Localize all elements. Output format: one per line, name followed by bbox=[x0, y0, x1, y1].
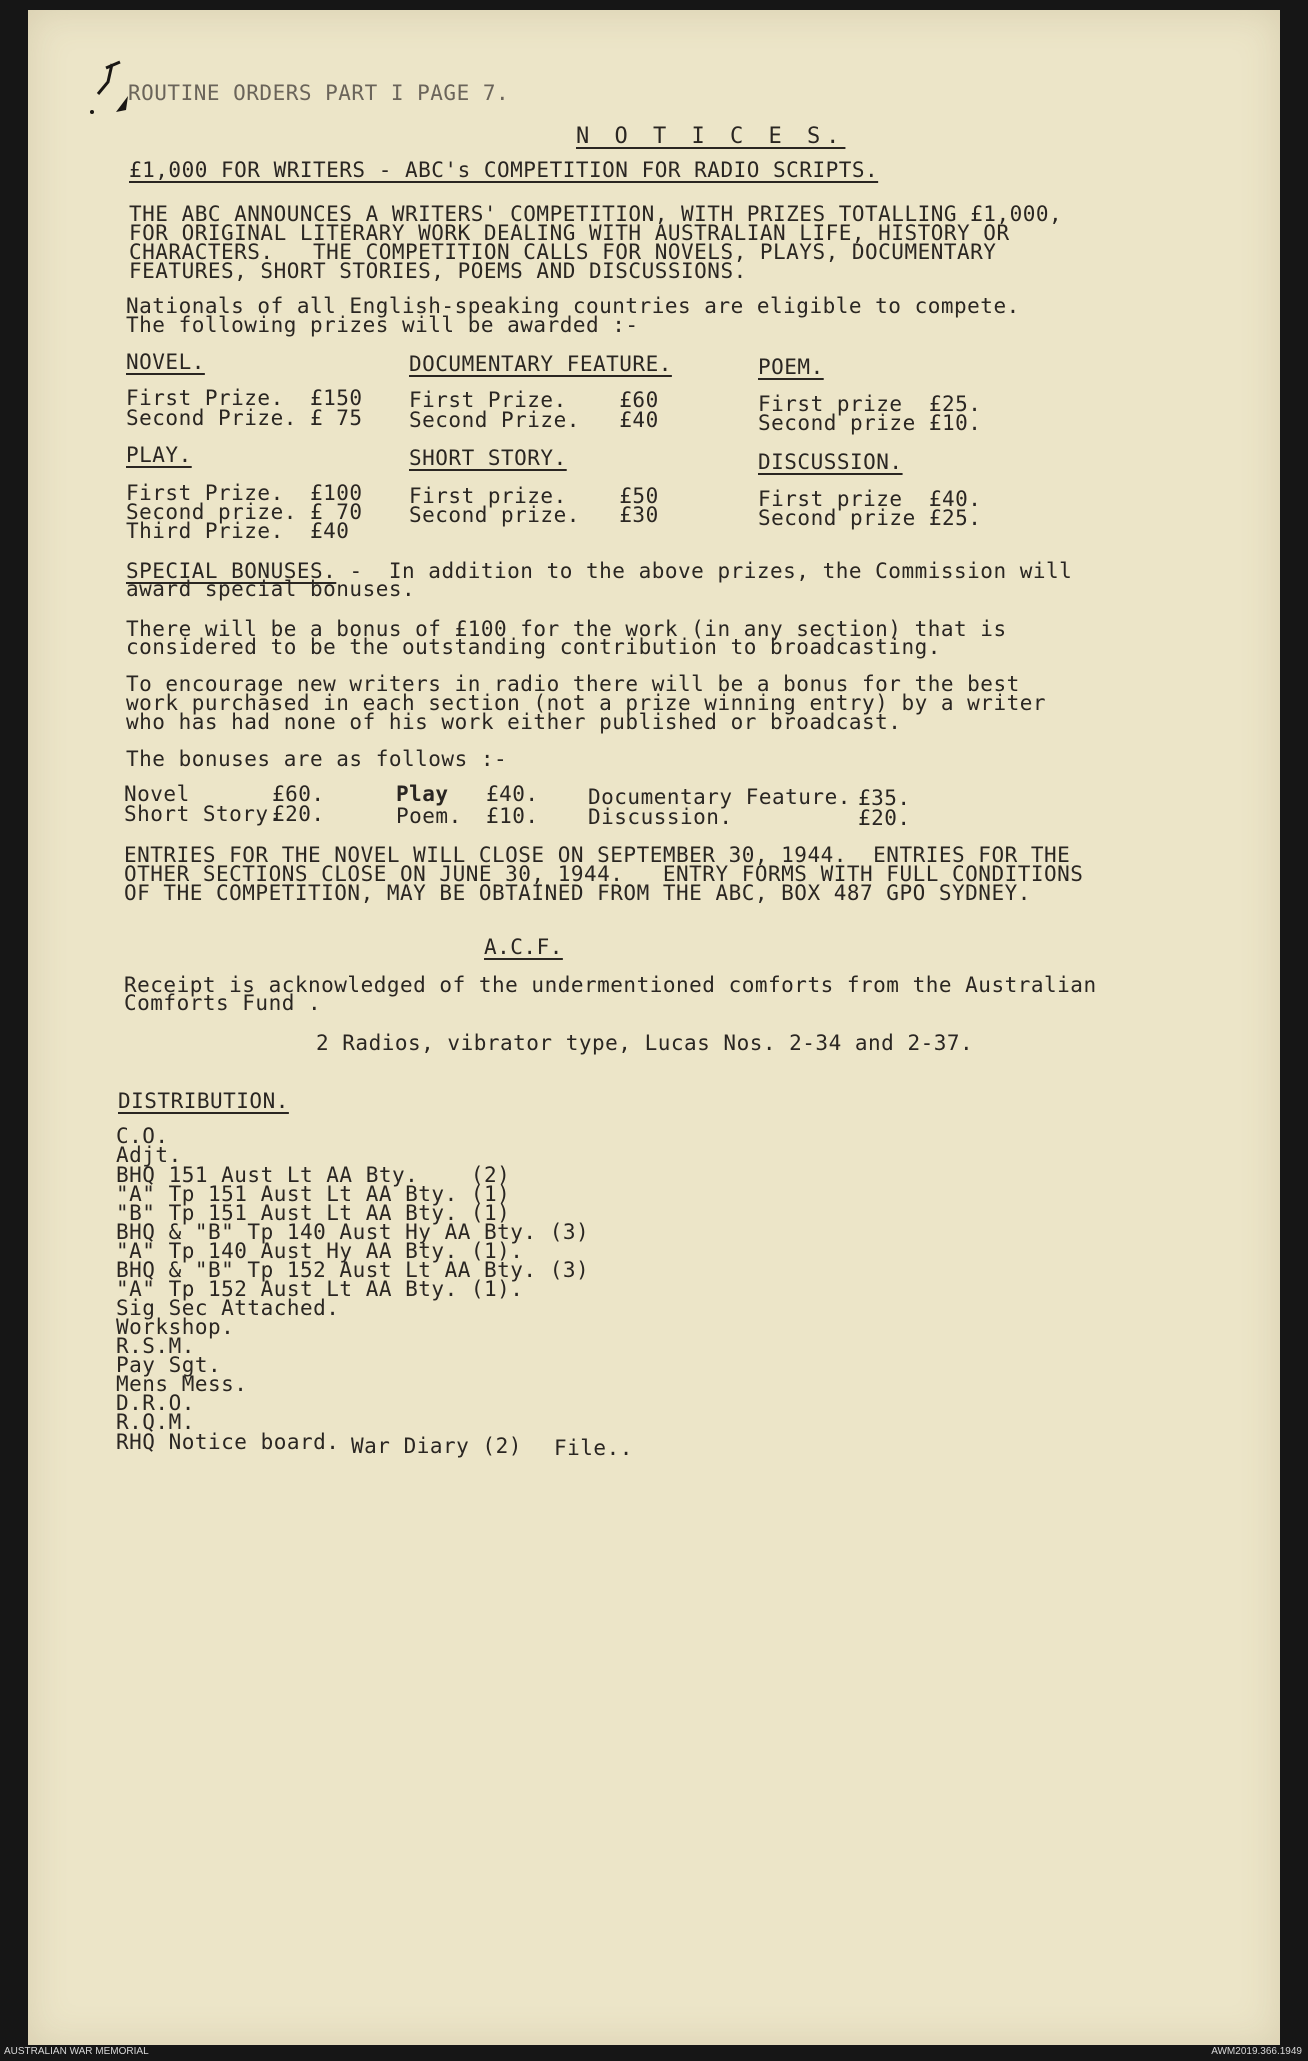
intro-line: CHARACTERS. THE COMPETITION CALLS FOR NOVELS, PLAYS, DOCUMENTARY bbox=[129, 240, 997, 264]
running-title: ROUTINE ORDERS PART I PAGE 7. bbox=[128, 81, 510, 105]
bonus-table-cell: Documentary Feature. bbox=[588, 785, 851, 809]
bonus-table-cell: £20. bbox=[858, 806, 911, 830]
distribution-line: Adjt. bbox=[116, 1143, 182, 1167]
bonus-table-cell: Play bbox=[396, 782, 449, 806]
distribution-last-line-b: War Diary (2) bbox=[351, 1434, 522, 1458]
distribution-line: "B" Tp 151 Aust Lt AA Bty. (1) bbox=[116, 1201, 511, 1225]
play-prize-line: First Prize. £100 bbox=[126, 481, 363, 505]
distribution-line: C.O. bbox=[116, 1124, 169, 1148]
eligibility-line: The following prizes will be awarded :- bbox=[126, 313, 639, 337]
new-writers-line: who has had none of his work either published or broadcast. bbox=[126, 710, 902, 734]
bonus-table-cell: £40. bbox=[486, 782, 539, 806]
distribution-line: Workshop. bbox=[116, 1315, 235, 1339]
abc-competition-title: £1,000 FOR WRITERS - ABC's COMPETITION FOR RADIO SCRIPTS. bbox=[129, 158, 879, 182]
distribution-line: Pay Sgt. bbox=[116, 1353, 222, 1377]
entries-line: ENTRIES FOR THE NOVEL WILL CLOSE ON SEPTEMBER 30, 1944. ENTRIES FOR THE bbox=[124, 843, 1071, 867]
bonus-table-cell: Short Story. bbox=[124, 802, 282, 826]
bonus-table-cell: £60. bbox=[272, 782, 325, 806]
distribution-line: Mens Mess. bbox=[116, 1372, 248, 1396]
bonus-table-cell: £35. bbox=[858, 786, 911, 810]
distribution-line: "A" Tp 140 Aust Hy AA Bty. (1). bbox=[116, 1239, 524, 1263]
distribution-line: D.R.O. bbox=[116, 1391, 195, 1415]
documentary-prize-line: Second Prize. £40 bbox=[409, 408, 659, 432]
intro-line: THE ABC ANNOUNCES A WRITERS' COMPETITION, WITH PRIZES TOTALLING £1,000, bbox=[129, 202, 1063, 226]
short-story-prize-line: First prize. £50 bbox=[409, 484, 659, 508]
poem-prize-line: Second prize £10. bbox=[758, 411, 982, 435]
documentary-prize-line: First Prize. £60 bbox=[409, 388, 659, 412]
bonus-table-cell: £10. bbox=[486, 804, 539, 828]
bonus-table-cell: Poem. bbox=[396, 804, 462, 828]
distribution-line: R.S.M. bbox=[116, 1334, 195, 1358]
distribution-heading: DISTRIBUTION. bbox=[118, 1089, 289, 1113]
discussion-prize-line: First prize £40. bbox=[758, 487, 982, 511]
play-heading: PLAY. bbox=[126, 443, 192, 467]
eligibility-line: Nationals of all English-speaking countries are eligible to compete. bbox=[126, 294, 1020, 318]
distribution-line: BHQ & "B" Tp 140 Aust Hy AA Bty. (3) bbox=[116, 1220, 590, 1244]
intro-line: FOR ORIGINAL LITERARY WORK DEALING WITH AUSTRALIAN LIFE, HISTORY OR bbox=[129, 221, 1010, 245]
bonus-line: There will be a bonus of £100 for the work (in any section) that is bbox=[126, 617, 1007, 641]
play-prize-line: Second prize. £ 70 bbox=[126, 500, 363, 524]
discussion-prize-line: Second prize £25. bbox=[758, 506, 982, 530]
distribution-line: "A" Tp 151 Aust Lt AA Bty. (1) bbox=[116, 1182, 511, 1206]
play-prize-line: Third Prize. £40 bbox=[126, 519, 350, 543]
acf-receipt-line: Comforts Fund . bbox=[124, 991, 322, 1015]
distribution-line: R.Q.M. bbox=[116, 1410, 195, 1434]
distribution-line: BHQ & "B" Tp 152 Aust Lt AA Bty. (3) bbox=[116, 1258, 590, 1282]
distribution-line: "A" Tp 152 Aust Lt AA Bty. (1). bbox=[116, 1277, 524, 1301]
novel-heading: NOVEL. bbox=[126, 350, 205, 374]
acf-receipt-line: Receipt is acknowledged of the undermentioned comforts from the Australian bbox=[124, 973, 1097, 997]
special-bonuses-line: award special bonuses. bbox=[126, 577, 416, 601]
bonus-table-cell: £20. bbox=[272, 802, 325, 826]
special-bonuses-text: - In addition to the above prizes, the Commission will bbox=[336, 559, 1073, 583]
novel-prize-line: Second Prize. £ 75 bbox=[126, 406, 363, 430]
bonus-table-cell: Novel bbox=[124, 782, 190, 806]
special-bonuses-label: SPECIAL BONUSES. bbox=[126, 559, 337, 583]
entries-line: OTHER SECTIONS CLOSE ON JUNE 30, 1944. ENTRY FORMS WITH FULL CONDITIONS bbox=[124, 862, 1084, 886]
short-story-heading: SHORT STORY. bbox=[409, 446, 567, 470]
documentary-heading: DOCUMENTARY FEATURE. bbox=[409, 352, 672, 376]
bonus-line: considered to be the outstanding contribution to broadcasting. bbox=[126, 635, 941, 659]
footer-catalogue-number: AWM2019.366.1949 bbox=[1211, 2046, 1302, 2057]
notices-heading: N O T I C E S. bbox=[576, 124, 846, 149]
new-writers-line: work purchased in each section (not a prize winning entry) by a writer bbox=[126, 691, 1047, 715]
bonuses-intro: The bonuses are as follows :- bbox=[126, 747, 508, 771]
distribution-last-line-a: RHQ Notice board. bbox=[116, 1430, 340, 1454]
new-writers-line: To encourage new writers in radio there will be a bonus for the best bbox=[126, 672, 1020, 696]
distribution-line: BHQ 151 Aust Lt AA Bty. (2) bbox=[116, 1163, 511, 1187]
document-page bbox=[28, 10, 1280, 2045]
distribution-last-line-c: File.. bbox=[554, 1436, 633, 1460]
footer-institution: AUSTRALIAN WAR MEMORIAL bbox=[4, 2046, 149, 2057]
acf-item: 2 Radios, vibrator type, Lucas Nos. 2-34 and 2-37. bbox=[316, 1031, 974, 1055]
acf-heading: A.C.F. bbox=[484, 935, 563, 959]
novel-prize-line: First Prize. £150 bbox=[126, 386, 363, 410]
intro-line: FEATURES, SHORT STORIES, POEMS AND DISCUSSIONS. bbox=[129, 259, 747, 283]
distribution-line: Sig Sec Attached. bbox=[116, 1296, 340, 1320]
poem-prize-line: First prize £25. bbox=[758, 392, 982, 416]
poem-heading: POEM. bbox=[758, 355, 824, 379]
short-story-prize-line: Second prize. £30 bbox=[409, 503, 659, 527]
discussion-heading: DISCUSSION. bbox=[758, 450, 903, 474]
entries-line: OF THE COMPETITION, MAY BE OBTAINED FROM THE ABC, BOX 487 GPO SYDNEY. bbox=[124, 881, 1031, 905]
bonus-table-cell: Discussion. bbox=[588, 805, 733, 829]
